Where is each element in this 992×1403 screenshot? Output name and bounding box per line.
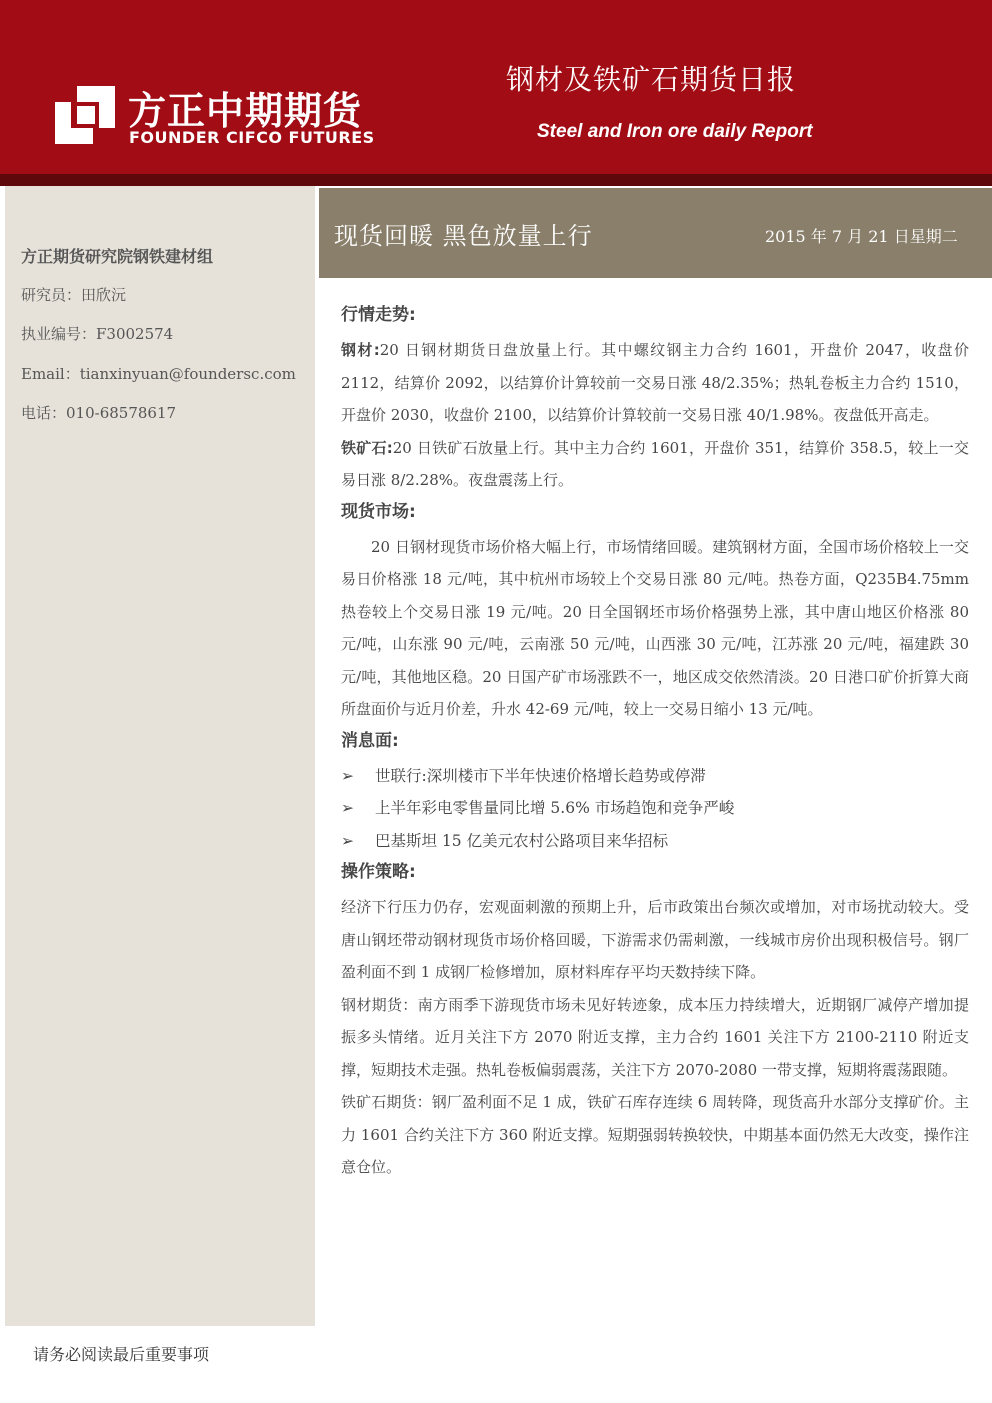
report-title-en: Steel and Iron ore daily Report [537, 121, 813, 142]
arrow-bullet-icon: ➢ [341, 831, 354, 850]
strategy-heading: 操作策略: [341, 862, 416, 882]
sidebar-org: 方正期货研究院钢铁建材组 [21, 247, 214, 266]
spot-paragraph: 20 日钢材现货市场价格大幅上行，市场情绪回暖。建筑钢材方面，全国市场价格较上一交易日价格涨 18 元/吨，其中杭州市场较上个交易日涨 80 元/吨。热卷方面，Q235B4.75mm 热卷较上个交易日涨 19 元/吨。20 日全国钢坯市场价格强势上涨，其中唐山地区价格涨 80 元/吨，山东涨 90 元/吨，云南涨 50 元/吨，山西涨 30 元/吨，江苏涨 20 元/吨，福建跌 30 元/吨，其他地区稳。20 日国产矿市场涨跌不一，地区成交依然清淡。20 日港口矿价折算大商所盘面价与近月价差，升水 42-69 元/吨，较上一交易日缩小 13 元/吨。 [341, 537, 969, 718]
iron-paragraph [341, 432, 969, 497]
report-title-cn: 钢材及铁矿石期货日报 [506, 63, 797, 96]
spot-heading: 现货市场: [341, 501, 416, 522]
founder-logo-icon [55, 86, 115, 144]
header-divider [0, 174, 992, 186]
strategy-paragraph: 经济下行压力仍存，宏观面刺激的预期上升，后市政策出台频次或增加，对市场扰动较大。受唐山钢坯带动钢材现货市场价格回暖，下游需求仍需刺激，一线城市房价出现积极信号。钢厂盈利面不到 1 成钢厂检修增加，原材料库存平均天数持续下降。 [341, 898, 969, 981]
arrow-bullet-icon: ➢ [341, 799, 354, 817]
footer-disclaimer-note: 请务必阅读最后重要事项 [33, 1345, 210, 1364]
iron-lead: 铁矿石: [341, 438, 393, 457]
sidebar-license: 执业编号：F3002574 [21, 325, 174, 343]
news-item: 巴基斯坦 15 亿美元农村公路项目来华招标 [375, 831, 669, 850]
steel-paragraph [341, 334, 969, 432]
report-date: 2015 年 7 月 21 日星期二 [765, 227, 958, 246]
main-content [341, 300, 969, 1184]
sidebar-email: Email：tianxinyuan@foundersc.com [21, 365, 296, 383]
news-item: 世联行:深圳楼市下半年快速价格增长趋势或停滞 [375, 766, 706, 785]
iron-text: 20 日铁矿石放量上行。其中主力合约 1601，开盘价 351，结算价 358.5，较上一交易日涨 8/2.28%。夜盘震荡上行。 [341, 438, 970, 489]
logo-english-name: FOUNDER CIFCO FUTURES [129, 128, 375, 147]
list-item [341, 792, 969, 825]
sidebar-researcher: 研究员：田欣沅 [21, 286, 127, 304]
sidebar-phone: 电话：010-68578617 [21, 404, 177, 422]
arrow-bullet-icon: ➢ [341, 766, 354, 785]
steel-text: 20 日钢材期货日盘放量上行。其中螺纹钢主力合约 1601，开盘价 2047，收盘价 2112，结算价 2092，以结算价计算较前一交易日涨 48/2.35%；热轧卷板主力合约 1510，开盘价 2030，收盘价 2100，以结算价计算较前一交易日涨 40/1.98%。夜盘低开高走。 [341, 341, 969, 424]
page-title: 现货回暖 黑色放量上行 [334, 222, 593, 250]
market-heading: 行情走势: [341, 305, 416, 325]
list-item [341, 825, 969, 858]
steel-lead: 钢材: [341, 341, 380, 359]
strategy-iron-paragraph: 铁矿石期货：钢厂盈利面不足 1 成，铁矿石库存连续 6 周转降，现货高升水部分支撑矿价。主力 1601 合约关注下方 360 附近支撑。短期强弱转换较快，中期基本面仍然无大改变，操作注意仓位。 [341, 1093, 969, 1176]
news-item: 上半年彩电零售量同比增 5.6% 市场趋饱和竞争严峻 [375, 799, 735, 817]
strategy-steel-paragraph: 钢材期货：南方雨季下游现货市场未见好转迹象，成本压力持续增大，近期钢厂减停产增加提振多头情绪。近月关注下方 2070 附近支撑，主力合约 1601 关注下方 2100-2110 附近支撑，短期技术走强。热轧卷板偏弱震荡，关注下方 2070-2080 一带支撑，短期将震荡跟随。 [341, 995, 969, 1079]
list-item [341, 760, 969, 793]
report-header [0, 0, 992, 174]
sidebar [5, 186, 315, 1326]
logo-chinese-name: 方正中期期货 [128, 89, 363, 133]
news-heading: 消息面: [341, 730, 399, 751]
